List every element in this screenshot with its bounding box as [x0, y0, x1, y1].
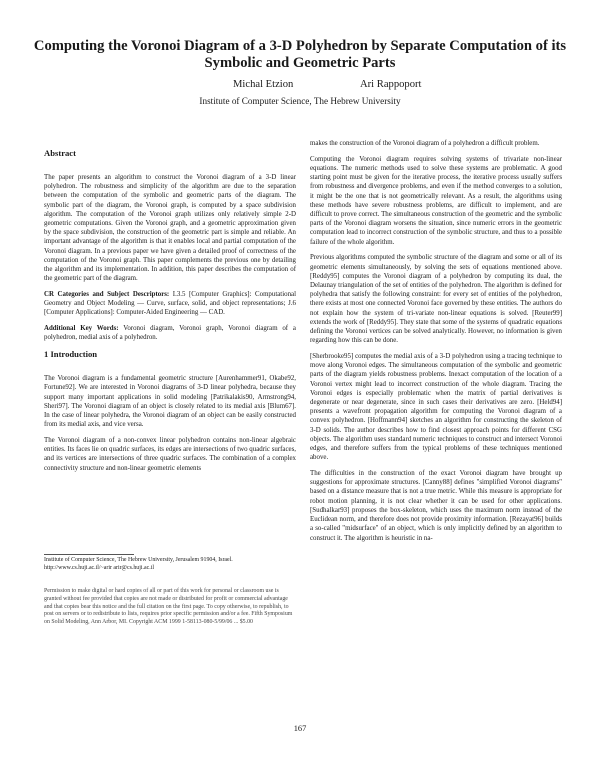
authors — [0, 79, 600, 95]
left-column — [44, 148, 296, 479]
body-paragraph: The difficulties in the construction of the exact Voronoi diagram have brought up suggestions for approximate structures. [Canny88] defines "simplified Voronoi diagrams" based on a distance measure that is not a true metric. While this measure is appropriate for robot motion planning, it is not clear whether it can be used for other applications. [Sudhalkar93] proposes the box-skeleton, which uses the maximum norm instead of the Euclidean norm, and therefore does not provide proximity information. [Rezayat96] builds a so-called "midsurface" of an object, which is only implicitly defined by an algorithm to construct it. The algorithm is heuristic in na- — [310, 470, 562, 542]
body-paragraph: Previous algorithms computed the symbolic structure of the diagram and some or all of its geometric elements simultaneously, by solving the sets of equations mentioned above. [Reddy95] computes the Voronoi diagram of a polyhedron by computing its dual, the Delaunay triangulation of the set of entities of the polyhedron. The algorithm is defined for polyhedra that satisfy the following constraint: for every set of entities of the polyhedron, there exists at most one connected Voronoi face governed by these entities. The authors do not explain how the system of tri-variate non-linear equations is solved. [Reuter99] extends the work of [Reddy95]. They state that some of the systems of quadratic equations defining the Voronoi vertices can be solved analytically. However, no information is given regarding how this can be done. — [310, 254, 562, 345]
intro-heading: 1 Introduction — [44, 349, 98, 360]
intro-paragraph: The Voronoi diagram of a non-convex linear polyhedron contains non-linear algebraic entities. Its faces lie on quadric surfaces, its edges are intersections of two quadric surfaces, and its vertices are intersections of three quadric surfaces. The combination of a complex connectivity structure and non-linear geometric elements — [44, 437, 296, 472]
cr-label: CR Categories and Subject Descriptors: — [44, 291, 170, 299]
page-number: 167 — [293, 724, 307, 733]
paper-title: Computing the Voronoi Diagram of a 3-D Polyhedron by Separate Computation of its Symbolic and Geometric Parts — [33, 38, 567, 71]
cr-text: I.3.5 [Computer Graphics]: Computational Geometry and Object Modeling — Curve, surface, solid, and object representations; J.6 [Computer Applications]: Computer-Aided Engineering — CAD. — [44, 291, 296, 317]
cr-categories — [44, 290, 296, 318]
body-paragraph: [Sherbrooke95] computes the medial axis of a 3-D polyhedron using a tracing technique to move along Voronoi edges. The simultaneous computation of the symbolic and geometric parts of the diagram yields robustness problems. Inexact computation of the location of a Voronoi vertex might lead to incorrect construction of the whole diagram. Tracing the Voronoi edges is especially problematic when the matrix of partial derivatives is degenerate or near degenerate, since in such cases their derivatives are zero. [Held94] presents a wavefront propagation algorithm for computing the Voronoi diagram of a convex polyhedron. [Hoffmann94] sketches an algorithm for constructing the skeleton of 3-D solids. The author describes how to find closest approach points for different CSG objects. The algorithm uses standard numeric techniques to construct and intersect Voronoi edges, and therefore suffers from the typical problems of these techniques mentioned above. — [310, 353, 562, 462]
footnote-affiliation: Institute of Computer Science, The Hebrew University, Jerusalem 91904, Israel. http://www.cs.huji.ac.il/~arir arir@cs.huji.ac.il — [44, 557, 233, 571]
kw-text: Voronoi diagram, Voronoi graph, Voronoi diagram of a polyhedron, medial axis of a polyhedron. — [44, 325, 296, 342]
abstract-text: The paper presents an algorithm to construct the Voronoi diagram of a 3-D linear polyhedron. The robustness and simplicity of the algorithm are due to the separation between the computation of the symbolic and geometric parts of the diagram. The symbolic part of the diagram, the Voronoi graph, is computed by a space subdivision algorithm. The computation of the Voronoi graph utilizes only relatively simple 2-D geometric computations. Given the Voronoi graph, and a geometric approximation given by the space subdivision, the construction of the geometric part is simple and reliable. An important advantage of the algorithm is that it enables local and partial computation of the Voronoi diagram. In a previous paper we have given a detailed proof of correctness of the computation of the Voronoi graph. This paper complements the previous one by detailing the algorithm and its implementation. In addition, this paper describes the computation of the geometric part of the diagram. — [44, 174, 296, 283]
body-paragraph: Computing the Voronoi diagram requires solving systems of trivariate non-linear equations. The numeric methods used to solve these systems are problematic. A good starting point must be given for the iterative process, the iterative process usually suffers from robustness and divergence problems, and even if the method converges to a solution, it might be the one that is not geometrically relevant. As a result, the algorithms using these methods have severe robustness problems, are difficult to implement, and are difficult to prove correct. The simultaneous construction of the geometric and the symbolic parts of the Voronoi diagram worsens the situation, since numeric errors in the geometric computation lead to incorrect construction of the symbolic structure, and thus to a possible failure of the whole algorithm. — [310, 155, 562, 246]
author-name: Ari Rappoport — [360, 79, 422, 90]
author-name: Michal Etzion — [233, 79, 294, 90]
intro-paragraph: The Voronoi diagram is a fundamental geometric structure [Aurenhammer91, Okabe92, Fortune92]. We are interested in Voronoi diagrams of 3-D linear polyhedra, because they support many important applications in solid modeling [Patrikalakis90, Armstrong94, Sheri97]. The Voronoi diagram of an object is closely related to its medial axis [Blum67]. In the case of linear polyhedra, the Voronoi diagram of an object can be easily constructed from its medial axis, and vice versa. — [44, 375, 296, 429]
footnote-rule — [44, 554, 134, 555]
right-column — [310, 139, 562, 549]
affiliation: Institute of Computer Science, The Hebrew University — [199, 96, 401, 106]
key-words — [44, 324, 296, 342]
abstract-heading: Abstract — [44, 148, 76, 158]
footnote-copyright: Permission to make digital or hard copies of all or part of this work for personal or classroom use is granted without fee provided that copies are not made or distributed for profit or commercial advantage and that copies bear this notice and the full citation on the first page. To copy otherwise, to republish, to post on servers or to redistribute to lists, requires prior specific permission and/or a fee. Fifth Symposium on Solid Modeling, Ann Arbor, MI. Copyright ACM 1999 1-58113-080-5/99/06 ... $5.00 — [44, 588, 293, 626]
kw-label: Additional Key Words: — [44, 325, 119, 333]
body-paragraph: makes the construction of the Voronoi diagram of a polyhedron a difficult problem. — [310, 140, 540, 147]
